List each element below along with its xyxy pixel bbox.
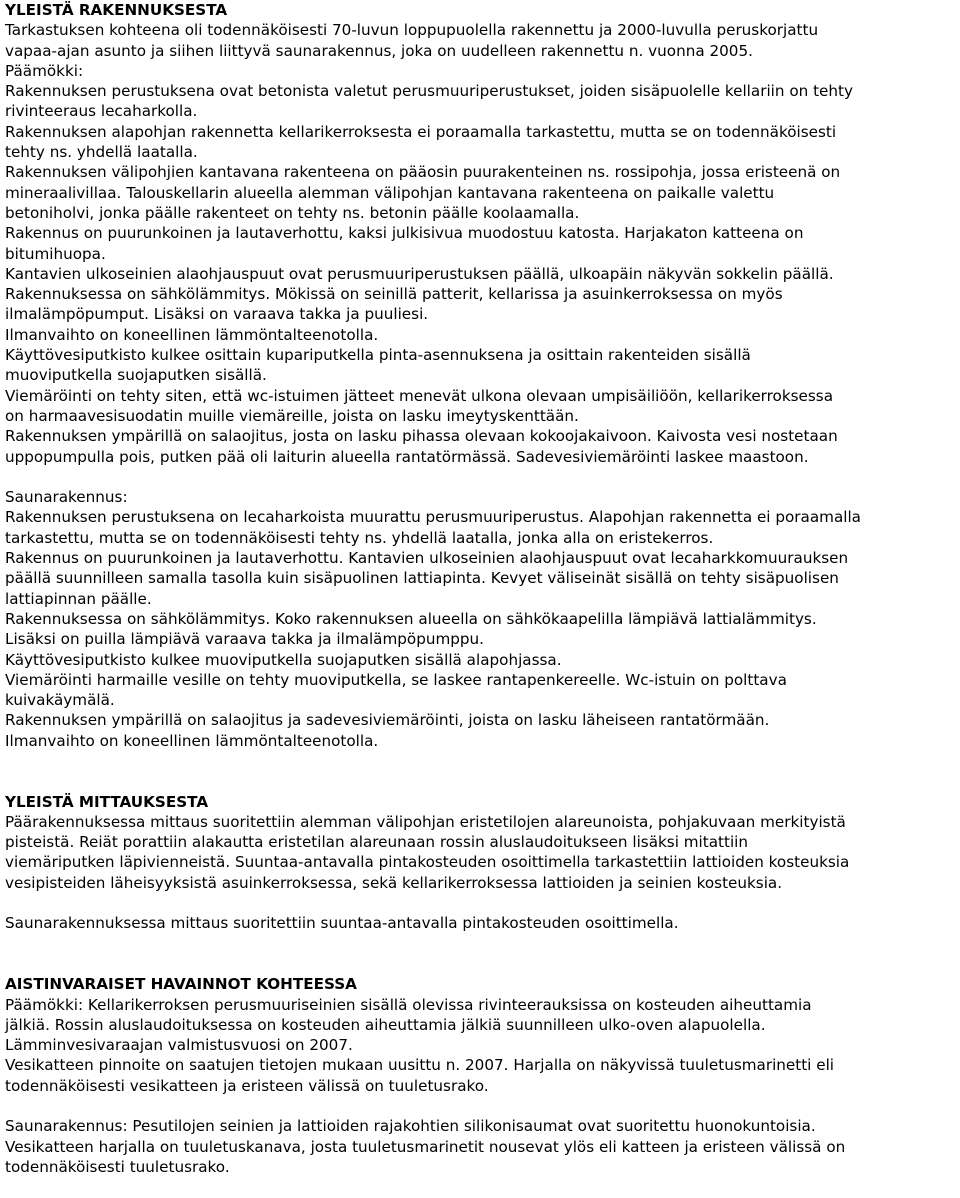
text-line: todennäköisesti tuuletusrako. xyxy=(5,1157,230,1176)
text-line: Vesikatteen pinnoite on saatujen tietojen mukaan uusittu n. 2007. Harjalla on näkyvissä tuuletusmarinetti eli xyxy=(5,1056,835,1075)
text-line: Lämminvesivaraajan valmistusvuosi on 2007. xyxy=(5,1036,353,1055)
text-line: Rakennuksen välipohjien kantavana rakenteena on pääosin puurakenteinen ns. rossipohja, jossa eristeenä on xyxy=(5,163,841,182)
text-line: Rakennus on puurunkoinen ja lautaverhottu, kaksi julkisivua muodostuu katosta. Harjakaton katteena on xyxy=(5,224,804,243)
section-sensory-observations xyxy=(5,974,955,1177)
text-line: ilmalämpöpumput. Lisäksi on varaava takka ja puuliesi. xyxy=(5,305,429,324)
blank-line xyxy=(5,467,955,487)
text-line: Lisäksi on puilla lämpiävä varaava takka ja ilmalämpöpumppu. xyxy=(5,630,485,649)
text-line: rivinteeraus lecaharkolla. xyxy=(5,102,198,121)
text-line: Rakennus on puurunkoinen ja lautaverhottu. Kantavien ulkoseinien alaohjauspuut ovat lecaharkkomuurauksen xyxy=(5,549,849,568)
text-line: Saunarakennus: xyxy=(5,488,128,507)
section-general-measurement xyxy=(5,792,955,934)
blank-line xyxy=(5,1096,955,1116)
text-line: viemäriputken läpivienneistä. Suuntaa-antavalla pintakosteuden osoittimella tarkastettiin lattioiden kosteuksia xyxy=(5,853,850,872)
text-line: mineraalivillaa. Talouskellarin alueella alemman välipohjan kantavana rakenteena on paikalle valettu xyxy=(5,183,775,202)
text-line: Ilmanvaihto on koneellinen lämmöntalteenotolla. xyxy=(5,325,379,344)
text-line: Rakennuksen ympärillä on salaojitus, josta on lasku pihassa olevaan kokoojakaivoon. Kaivosta vesi nostetaan xyxy=(5,427,838,446)
section-heading: AISTINVARAISET HAVAINNOT KOHTEESSA xyxy=(5,975,357,994)
text-line: Päämökki: xyxy=(5,61,84,80)
text-line: Vesikatteen harjalla on tuuletuskanava, josta tuuletusmarinetit nousevat ylös eli katteen ja eristeen välissä on xyxy=(5,1137,846,1156)
text-line: Rakennuksen alapohjan rakennetta kellarikerroksesta ei poraamalla tarkastettu, mutta se on todennäköisesti xyxy=(5,122,837,141)
text-line: Saunarakennuksessa mittaus suoritettiin suuntaa-antavalla pintakosteuden osoittimella. xyxy=(5,914,679,933)
text-line: Rakennuksessa on sähkölämmitys. Mökissä on seinillä patterit, kellarissa ja asuinkerroksessa on myös xyxy=(5,285,783,304)
text-line: Viemäröinti on tehty siten, että wc-istuimen jätteet menevät ulkona olevaan umpisäiliöön, kellarikerroksessa xyxy=(5,386,834,405)
text-line: Rakennuksen perustuksena on lecaharkoista muurattu perusmuuriperustus. Alapohjan rakennetta ei poraamalla xyxy=(5,508,861,527)
section-heading: YLEISTÄ MITTAUKSESTA xyxy=(5,792,209,811)
text-line: Ilmanvaihto on koneellinen lämmöntalteenotolla. xyxy=(5,731,379,750)
section-general-building xyxy=(5,0,955,751)
text-line: tehty ns. yhdellä laatalla. xyxy=(5,143,198,162)
text-line: todennäköisesti vesikatteen ja eristeen välissä on tuuletusrako. xyxy=(5,1076,489,1095)
spacer xyxy=(5,954,955,974)
text-line: päällä suunnilleen samalla tasolla kuin sisäpuolinen lattiapinta. Kevyet väliseinät sisällä on tehty sisäpuolisen xyxy=(5,569,839,588)
section-heading: YLEISTÄ RAKENNUKSESTA xyxy=(5,1,228,19)
text-line: Rakennuksen perustuksena ovat betonista valetut perusmuuriperustukset, joiden sisäpuolelle kellariin on tehty xyxy=(5,82,853,101)
text-line: vesipisteiden läheisyyksistä asuinkerroksessa, sekä kellarikerroksessa lattioiden ja seinien kosteuksia. xyxy=(5,873,783,892)
text-line: muoviputkella suojaputken sisällä. xyxy=(5,366,267,385)
text-line: vapaa-ajan asunto ja siihen liittyvä saunarakennus, joka on uudelleen rakennettu n. vuonna 2005. xyxy=(5,41,753,60)
text-line: Tarkastuksen kohteena oli todennäköisesti 70-luvun loppupuolella rakennettu ja 2000-luvulla peruskorjattu xyxy=(5,21,819,40)
text-line: kuivakäymälä. xyxy=(5,691,115,710)
section-body xyxy=(5,20,955,751)
text-line: uppopumpulla pois, putken pää oli laiturin alueella rantatörmässä. Sadevesiviemäröinti laskee maastoon. xyxy=(5,447,809,466)
text-line: jälkiä. Rossin aluslaudoituksessa on kosteuden aiheuttamia jälkiä suunnilleen ulko-oven alapuolella. xyxy=(5,1015,766,1034)
text-line: on harmaavesisuodatin muille viemäreille, joista on lasku imeytyskenttään. xyxy=(5,406,579,425)
text-line: bitumihuopa. xyxy=(5,244,106,263)
text-line: Rakennuksen ympärillä on salaojitus ja sadevesiviemäröinti, joista on lasku läheiseen rantatörmään. xyxy=(5,711,770,730)
text-line: Kantavien ulkoseinien alaohjauspuut ovat perusmuuriperustuksen päällä, ulkoapäin näkyvän sokkelin päällä. xyxy=(5,264,834,283)
section-body xyxy=(5,995,955,1178)
text-line: Saunarakennus: Pesutilojen seinien ja lattioiden rajakohtien silikonisaumat ovat suoritettu huonokuntoisia. xyxy=(5,1117,816,1136)
section-body xyxy=(5,812,955,934)
text-line: lattiapinnan päälle. xyxy=(5,589,152,608)
text-line: Käyttövesiputkisto kulkee muoviputkella suojaputken sisällä alapohjassa. xyxy=(5,650,562,669)
text-line: Viemäröinti harmaille vesille on tehty muoviputkella, se laskee rantapenkereelle. Wc-istuin on polttava xyxy=(5,670,787,689)
text-line: Käyttövesiputkisto kulkee osittain kupariputkella pinta-asennuksena ja osittain rakenteiden sisällä xyxy=(5,346,751,365)
spacer xyxy=(5,771,955,791)
text-line: betoniholvi, jonka päälle rakenteet on tehty ns. betonin päälle koolaamalla. xyxy=(5,203,580,222)
blank-line xyxy=(5,893,955,913)
spacer xyxy=(5,934,955,954)
document-page xyxy=(5,0,955,1177)
text-line: Rakennuksessa on sähkölämmitys. Koko rakennuksen alueella on sähkökaapelilla lämpiävä lattialämmitys. xyxy=(5,609,817,628)
spacer xyxy=(5,751,955,771)
text-line: Päämökki: Kellarikerroksen perusmuuriseinien sisällä olevissa rivinteerauksissa on kosteuden aiheuttamia xyxy=(5,995,812,1014)
text-line: pisteistä. Reiät porattiin alakautta eristetilan alareunaan rossin aluslaudoitukseen lisäksi mitattiin xyxy=(5,833,749,852)
text-line: Päärakennuksessa mittaus suoritettiin alemman välipohjan eristetilojen alareunoista, pohjakuvaan merkityistä xyxy=(5,812,846,831)
text-line: tarkastettu, mutta se on todennäköisesti tehty ns. yhdellä laatalla, jonka alla on eristekerros. xyxy=(5,528,714,547)
